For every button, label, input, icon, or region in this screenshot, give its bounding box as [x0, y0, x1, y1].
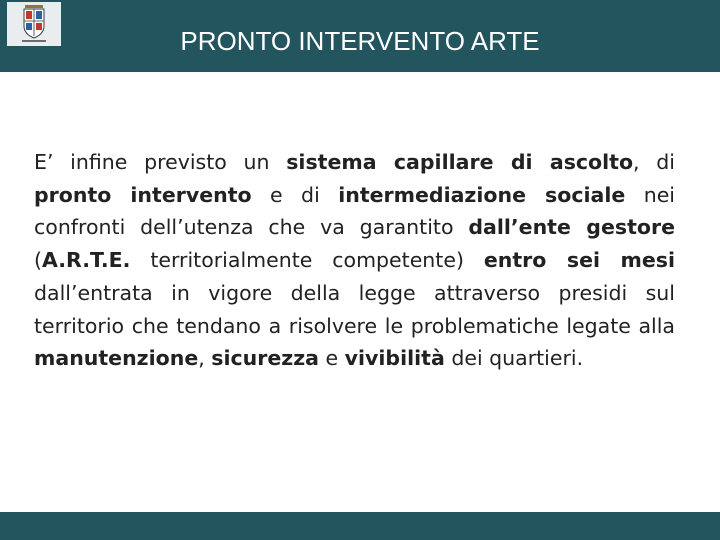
body-text-bold-segment: entro sei mesi — [483, 248, 676, 273]
body-text-bold-segment: sicurezza — [211, 346, 319, 371]
body-text-segment: dei quartieri. — [444, 346, 584, 371]
body-text-bold-segment: vivibilità — [344, 346, 445, 371]
header-bar — [0, 0, 720, 72]
body-text-segment: dall’entrata in vigore della legge attraverso presidi sul territorio che tendano a risolvere le problematiche legate alla — [34, 280, 675, 338]
body-text-bold-segment: manutenzione — [34, 346, 199, 371]
body-text-segment: e di — [251, 182, 339, 207]
body-text-bold-segment: dall’ente gestore — [468, 215, 675, 240]
body-text-bold-segment: A.R.T.E. — [42, 248, 131, 273]
body-text-bold-segment: intermediazione sociale — [338, 182, 626, 207]
body-text-segment: , di — [633, 150, 675, 174]
body-text-segment: nei confronti dell’utenza che va garantito — [34, 182, 675, 240]
body-text-segment: E’ infine previsto un — [34, 150, 287, 174]
footer-bar — [0, 512, 720, 540]
body-text-bold-segment: sistema capillare di ascolto — [286, 150, 634, 174]
body-text-bold-segment: pronto intervento — [34, 182, 252, 207]
body-text-segment: ( — [34, 248, 42, 273]
body-text-segment: territorialmente competente) — [130, 248, 484, 273]
body-paragraph — [34, 146, 675, 375]
slide-title: PRONTO INTERVENTO ARTE — [180, 26, 540, 56]
body-text-segment: e — [318, 346, 345, 371]
body-text-segment: , — [198, 346, 212, 371]
